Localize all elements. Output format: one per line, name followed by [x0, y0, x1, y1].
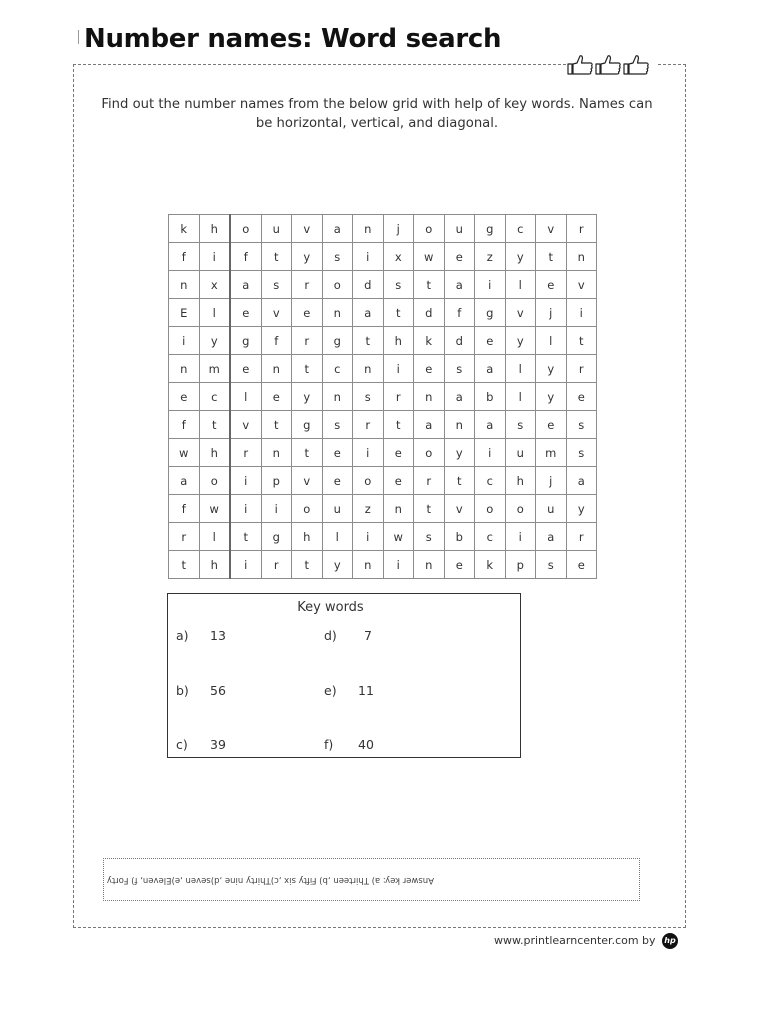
grid-cell: e: [536, 411, 567, 439]
grid-cell: o: [414, 215, 445, 243]
grid-cell: u: [505, 439, 536, 467]
grid-cell: k: [475, 551, 506, 579]
grid-cell: j: [383, 215, 414, 243]
grid-row: [169, 495, 597, 523]
answer-key-text: Answer key: a) Thirteen ,b) Fifty six ,c)Thirty nine ,d)seven ,e)Eleven, f) Forty: [106, 875, 434, 885]
grid-cell: v: [292, 467, 323, 495]
grid-cell: i: [383, 355, 414, 383]
grid-cell: n: [414, 383, 445, 411]
grid-cell: e: [230, 299, 261, 327]
grid-cell: t: [536, 243, 567, 271]
key-label: f): [324, 737, 334, 752]
key-word-d: [324, 628, 372, 643]
thumbs-up-icon: [568, 56, 592, 74]
grid-cell: u: [322, 495, 353, 523]
grid-cell: e: [322, 439, 353, 467]
grid-cell: s: [505, 411, 536, 439]
grid-cell: n: [169, 271, 200, 299]
grid-cell: k: [169, 215, 200, 243]
grid-cell: s: [414, 523, 445, 551]
grid-row: [169, 439, 597, 467]
grid-row: [169, 551, 597, 579]
grid-cell: e: [444, 551, 475, 579]
grid-cell: r: [566, 215, 597, 243]
grid-cell: t: [383, 411, 414, 439]
grid-cell: o: [505, 495, 536, 523]
key-label: c): [176, 737, 188, 752]
grid-cell: z: [475, 243, 506, 271]
grid-cell: a: [414, 411, 445, 439]
grid-cell: u: [444, 215, 475, 243]
grid-cell: r: [414, 467, 445, 495]
grid-row: [169, 271, 597, 299]
grid-cell: s: [566, 411, 597, 439]
key-words-box: [167, 593, 521, 758]
grid-cell: i: [230, 495, 261, 523]
grid-cell: h: [505, 467, 536, 495]
title-marker: [78, 30, 79, 44]
grid-cell: a: [444, 271, 475, 299]
grid-cell: w: [169, 439, 200, 467]
key-word-f: [324, 737, 374, 752]
grid-cell: r: [261, 551, 292, 579]
grid-cell: x: [383, 243, 414, 271]
grid-cell: l: [230, 383, 261, 411]
grid-cell: e: [414, 355, 445, 383]
grid-cell: w: [199, 495, 230, 523]
grid-cell: o: [292, 495, 323, 523]
grid-cell: s: [322, 411, 353, 439]
key-value: 56: [210, 683, 226, 698]
grid-cell: e: [566, 383, 597, 411]
grid-cell: i: [353, 523, 384, 551]
thumbs-up-icon: [624, 56, 648, 74]
key-value: 40: [358, 737, 374, 752]
grid-cell: h: [199, 439, 230, 467]
grid-row: [169, 411, 597, 439]
grid-cell: j: [536, 299, 567, 327]
grid-cell: c: [475, 523, 506, 551]
grid-cell: o: [353, 467, 384, 495]
grid-row: [169, 355, 597, 383]
grid-cell: e: [444, 243, 475, 271]
grid-cell: c: [199, 383, 230, 411]
grid-row: [169, 215, 597, 243]
grid-cell: p: [505, 551, 536, 579]
grid-cell: t: [292, 439, 323, 467]
grid-cell: e: [475, 327, 506, 355]
grid-cell: e: [292, 299, 323, 327]
key-value: 39: [210, 737, 226, 752]
grid-cell: e: [566, 551, 597, 579]
grid-cell: i: [566, 299, 597, 327]
grid-cell: y: [292, 383, 323, 411]
grid-cell: y: [505, 243, 536, 271]
grid-cell: o: [322, 271, 353, 299]
grid-row: [169, 327, 597, 355]
rating-thumbs: [566, 52, 656, 78]
grid-cell: e: [322, 467, 353, 495]
grid-cell: m: [536, 439, 567, 467]
grid-cell: r: [169, 523, 200, 551]
grid-cell: n: [566, 243, 597, 271]
grid-cell: n: [322, 299, 353, 327]
grid-cell: d: [353, 271, 384, 299]
grid-cell: i: [353, 243, 384, 271]
grid-cell: i: [383, 551, 414, 579]
grid-cell: a: [444, 383, 475, 411]
grid-cell: t: [383, 299, 414, 327]
grid-cell: f: [169, 495, 200, 523]
grid-cell: o: [414, 439, 445, 467]
grid-cell: y: [536, 383, 567, 411]
grid-row: [169, 383, 597, 411]
grid-cell: r: [292, 271, 323, 299]
grid-cell: e: [230, 355, 261, 383]
grid-cell: h: [199, 551, 230, 579]
grid-cell: y: [199, 327, 230, 355]
grid-cell: n: [322, 383, 353, 411]
grid-cell: E: [169, 299, 200, 327]
grid-cell: a: [353, 299, 384, 327]
grid-cell: y: [292, 243, 323, 271]
grid-cell: l: [505, 355, 536, 383]
grid-cell: c: [322, 355, 353, 383]
grid-cell: l: [199, 299, 230, 327]
hp-logo-icon: hp: [662, 933, 678, 949]
thumbs-up-icon: [596, 56, 620, 74]
grid-cell: t: [199, 411, 230, 439]
grid-cell: d: [414, 299, 445, 327]
grid-cell: v: [444, 495, 475, 523]
grid-cell: p: [261, 467, 292, 495]
grid-cell: a: [475, 411, 506, 439]
grid-cell: r: [566, 523, 597, 551]
key-word-c: [176, 737, 226, 752]
grid-cell: r: [383, 383, 414, 411]
grid-cell: n: [353, 355, 384, 383]
answer-key-box: [103, 858, 640, 901]
grid-cell: y: [505, 327, 536, 355]
grid-cell: o: [199, 467, 230, 495]
grid-cell: f: [444, 299, 475, 327]
grid-cell: g: [475, 299, 506, 327]
grid-cell: e: [383, 467, 414, 495]
grid-cell: t: [353, 327, 384, 355]
grid-cell: v: [261, 299, 292, 327]
grid-cell: o: [230, 215, 261, 243]
grid-cell: a: [475, 355, 506, 383]
grid-cell: t: [414, 495, 445, 523]
grid-cell: u: [536, 495, 567, 523]
grid-cell: f: [169, 411, 200, 439]
grid-cell: n: [353, 215, 384, 243]
grid-cell: w: [383, 523, 414, 551]
page-title: Number names: Word search: [84, 24, 502, 54]
grid-cell: g: [292, 411, 323, 439]
grid-cell: i: [353, 439, 384, 467]
grid-cell: i: [475, 271, 506, 299]
grid-cell: h: [383, 327, 414, 355]
grid-cell: o: [475, 495, 506, 523]
grid-cell: e: [383, 439, 414, 467]
key-label: b): [176, 683, 189, 698]
grid-cell: i: [505, 523, 536, 551]
grid-cell: e: [536, 271, 567, 299]
key-label: e): [324, 683, 337, 698]
grid-cell: a: [169, 467, 200, 495]
grid-cell: a: [322, 215, 353, 243]
key-label: a): [176, 628, 189, 643]
grid-cell: s: [322, 243, 353, 271]
grid-cell: s: [536, 551, 567, 579]
grid-cell: a: [566, 467, 597, 495]
grid-cell: y: [536, 355, 567, 383]
grid-cell: v: [536, 215, 567, 243]
grid-cell: d: [444, 327, 475, 355]
grid-cell: v: [505, 299, 536, 327]
grid-cell: n: [261, 439, 292, 467]
grid-cell: i: [199, 243, 230, 271]
grid-cell: t: [566, 327, 597, 355]
grid-cell: t: [169, 551, 200, 579]
grid-cell: b: [444, 523, 475, 551]
grid-cell: h: [199, 215, 230, 243]
grid-cell: s: [383, 271, 414, 299]
grid-cell: x: [199, 271, 230, 299]
grid-cell: i: [230, 467, 261, 495]
grid-cell: i: [230, 551, 261, 579]
word-search-grid: [168, 214, 597, 579]
grid-cell: n: [414, 551, 445, 579]
grid-cell: e: [169, 383, 200, 411]
key-value: 7: [364, 628, 372, 643]
instructions: Find out the number names from the below grid with help of key words. Names can be horizontal, vertical, and diagonal.: [101, 97, 653, 131]
grid-cell: l: [322, 523, 353, 551]
grid-cell: g: [261, 523, 292, 551]
grid-cell: s: [444, 355, 475, 383]
grid-cell: n: [383, 495, 414, 523]
grid-cell: n: [444, 411, 475, 439]
grid-cell: t: [444, 467, 475, 495]
grid-cell: k: [414, 327, 445, 355]
grid-cell: l: [199, 523, 230, 551]
grid-cell: n: [261, 355, 292, 383]
grid-cell: f: [169, 243, 200, 271]
grid-row: [169, 299, 597, 327]
grid-cell: g: [475, 215, 506, 243]
grid-cell: l: [536, 327, 567, 355]
grid-cell: f: [261, 327, 292, 355]
key-word-b: [176, 683, 226, 698]
grid-cell: v: [230, 411, 261, 439]
footer-url: www.printlearncenter.com by: [494, 934, 656, 947]
grid-cell: y: [322, 551, 353, 579]
grid-cell: h: [292, 523, 323, 551]
grid-cell: l: [505, 383, 536, 411]
grid-cell: t: [292, 551, 323, 579]
grid-cell: y: [566, 495, 597, 523]
grid-cell: c: [505, 215, 536, 243]
grid-cell: y: [444, 439, 475, 467]
grid-cell: r: [566, 355, 597, 383]
grid-cell: t: [261, 243, 292, 271]
grid-cell: g: [230, 327, 261, 355]
grid-cell: z: [353, 495, 384, 523]
grid-cell: s: [566, 439, 597, 467]
grid-cell: j: [536, 467, 567, 495]
grid-cell: i: [169, 327, 200, 355]
grid-cell: i: [475, 439, 506, 467]
grid-cell: v: [292, 215, 323, 243]
grid-cell: f: [230, 243, 261, 271]
grid-cell: w: [414, 243, 445, 271]
key-value: 11: [358, 683, 374, 698]
grid-cell: b: [475, 383, 506, 411]
grid-cell: i: [261, 495, 292, 523]
grid-cell: e: [261, 383, 292, 411]
grid-cell: n: [169, 355, 200, 383]
grid-cell: t: [261, 411, 292, 439]
key-word-a: [176, 628, 226, 643]
grid-cell: r: [292, 327, 323, 355]
grid-cell: t: [414, 271, 445, 299]
grid-cell: t: [230, 523, 261, 551]
grid-cell: l: [505, 271, 536, 299]
key-word-e: [324, 683, 374, 698]
grid-cell: t: [292, 355, 323, 383]
grid-cell: u: [261, 215, 292, 243]
key-words-title: Key words: [297, 600, 364, 615]
grid-cell: a: [536, 523, 567, 551]
grid-row: [169, 243, 597, 271]
grid-row: [169, 523, 597, 551]
grid-cell: a: [230, 271, 261, 299]
grid-cell: r: [230, 439, 261, 467]
grid-cell: v: [566, 271, 597, 299]
grid-cell: g: [322, 327, 353, 355]
key-value: 13: [210, 628, 226, 643]
grid-cell: m: [199, 355, 230, 383]
grid-cell: n: [353, 551, 384, 579]
grid-cell: r: [353, 411, 384, 439]
key-label: d): [324, 628, 337, 643]
grid-cell: c: [475, 467, 506, 495]
grid-cell: s: [353, 383, 384, 411]
grid-cell: s: [261, 271, 292, 299]
grid-row: [169, 467, 597, 495]
